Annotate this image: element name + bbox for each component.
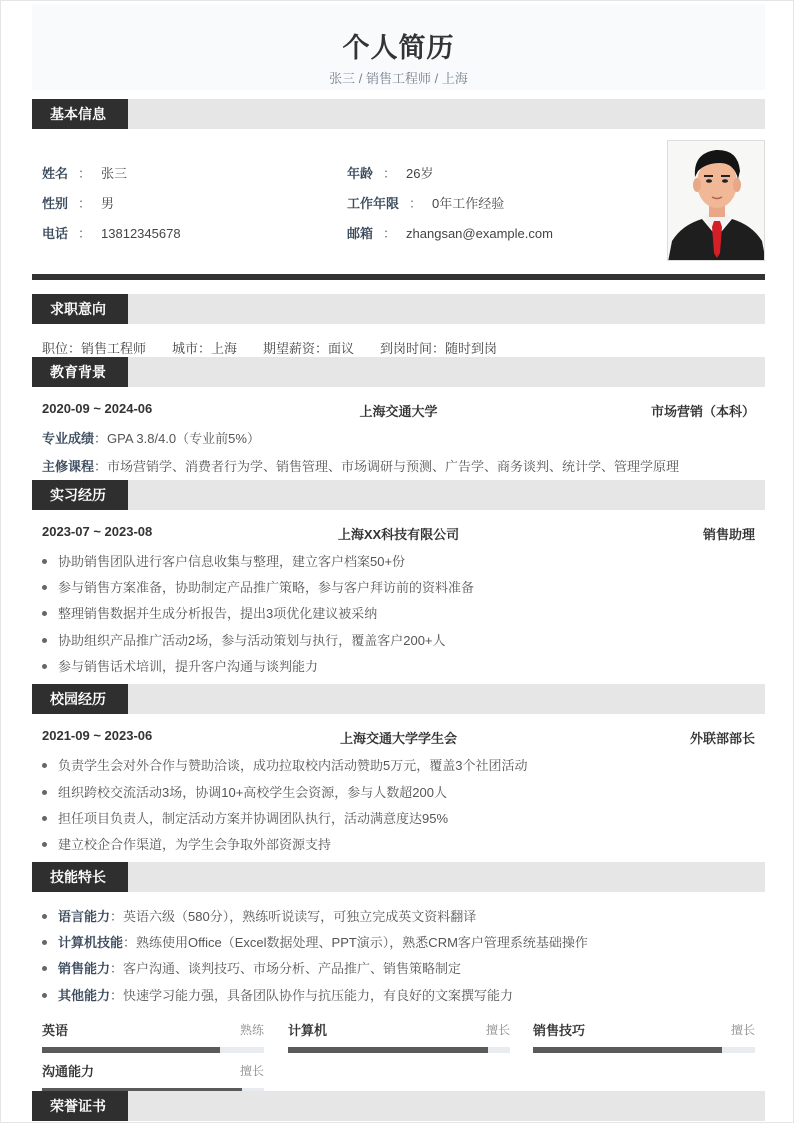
section-title: 荣誉证书	[32, 1091, 128, 1121]
education-school: 上海交通大学	[359, 404, 438, 419]
list-item: 组织跨校交流活动3场，协调10+高校学生会资源，参与人数超200人	[42, 782, 447, 801]
list-item: 参与销售话术培训，提升客户沟通与谈判能力	[42, 656, 318, 675]
campus-role: 外联部部长	[689, 731, 755, 746]
bullet-icon	[42, 914, 47, 919]
campus-entry-header	[42, 728, 755, 746]
skill-item: 语言能力：英语六级（580分），熟练听说读写，可独立完成英文资料翻译	[42, 906, 476, 925]
internship-period: 2023-07 ~ 2023-08	[42, 524, 153, 539]
list-item: 参与销售方案准备，协助制定产品推广策略，参与客户拜访前的资料准备	[42, 577, 474, 596]
age-value: 26岁	[406, 166, 434, 181]
section-basic-info	[32, 99, 765, 129]
list-item: 负责学生会对外合作与赞助洽谈，成功拉取校内活动赞助5万元，覆盖3个社团活动	[42, 755, 527, 774]
bullet-icon	[42, 993, 47, 998]
page-title: 个人简历	[342, 33, 455, 63]
intent-salary: 期望薪资：面议	[263, 341, 355, 356]
section-title: 基本信息	[32, 99, 128, 129]
section-campus	[32, 684, 765, 714]
internship-entry-header	[42, 524, 755, 542]
avatar-photo-icon	[668, 141, 765, 261]
info-gender: 性别 ： 男	[42, 196, 115, 211]
bullet-icon	[42, 842, 47, 847]
intent-position: 职位：销售工程师	[42, 341, 147, 356]
skill-fill	[42, 1047, 220, 1053]
skill-bar-sales: 销售技巧 擅长	[533, 1020, 755, 1056]
skill-fill	[533, 1047, 722, 1053]
section-title: 实习经历	[32, 480, 128, 510]
bullet-icon	[42, 559, 47, 564]
skill-track	[533, 1047, 755, 1053]
skill-bar-computer: 计算机 擅长	[288, 1020, 510, 1056]
bullet-icon	[42, 790, 47, 795]
internship-company: 上海XX科技有限公司	[337, 527, 460, 542]
campus-org: 上海交通大学学生会	[339, 731, 457, 746]
bullet-icon	[42, 664, 47, 669]
info-email: 邮箱 ： zhangsan@example.com	[347, 226, 553, 241]
education-period: 2020-09 ~ 2024-06	[42, 401, 153, 416]
bullet-icon	[42, 966, 47, 971]
section-internship	[32, 480, 765, 510]
education-major: 市场营销（本科）	[650, 404, 755, 419]
bullet-icon	[42, 638, 47, 643]
page-subtitle: 张三 / 销售工程师 / 上海	[329, 71, 468, 86]
gender-value: 男	[101, 196, 115, 211]
list-item: 协助销售团队进行客户信息收集与整理，建立客户档案50+份	[42, 551, 405, 570]
section-job-intent	[32, 294, 765, 324]
section-education	[32, 357, 765, 387]
section-title: 技能特长	[32, 862, 128, 892]
info-work-years: 工作年限 ： 0年工作经验	[347, 196, 505, 211]
intent-city: 城市：上海	[172, 341, 238, 356]
list-item: 建立校企合作渠道，为学生会争取外部资源支持	[42, 834, 331, 853]
bullet-icon	[42, 763, 47, 768]
list-item: 整理销售数据并生成分析报告，提出3项优化建议被采纳	[42, 603, 377, 622]
section-title: 求职意向	[32, 294, 128, 324]
skill-fill	[288, 1047, 488, 1053]
bullet-icon	[42, 816, 47, 821]
skill-item: 计算机技能：熟练使用Office（Excel数据处理、PPT演示），熟悉CRM客户管理系统基础操作	[42, 932, 588, 951]
resume-header	[32, 4, 765, 90]
education-courses: 主修课程：市场营销学、消费者行为学、销售管理、市场调研与预测、广告学、商务谈判、统计学、管理学原理	[42, 459, 680, 474]
campus-period: 2021-09 ~ 2023-06	[42, 728, 153, 743]
bullet-icon	[42, 940, 47, 945]
bullet-icon	[42, 585, 47, 590]
skill-item: 其他能力：快速学习能力强，具备团队协作与抗压能力，有良好的文案撰写能力	[42, 985, 513, 1004]
section-title: 教育背景	[32, 357, 128, 387]
education-entry-header	[42, 401, 755, 419]
job-intent-line	[42, 338, 523, 357]
skill-track	[42, 1047, 264, 1053]
info-age: 年龄 ： 26岁	[347, 166, 434, 181]
phone-value: 13812345678	[101, 226, 181, 241]
work-years-value: 0年工作经验	[432, 196, 505, 211]
education-gpa: 专业成绩：GPA 3.8/4.0（专业前5%）	[42, 431, 260, 446]
info-phone: 电话 ： 13812345678	[42, 226, 181, 241]
section-divider	[32, 274, 765, 280]
section-honors	[32, 1091, 765, 1121]
skill-bar-english: 英语 熟练	[42, 1020, 264, 1056]
avatar	[667, 140, 765, 261]
skill-bar-communication: 沟通能力 擅长	[42, 1061, 264, 1097]
bullet-icon	[42, 611, 47, 616]
intent-arrival: 到岗时间：随时到岗	[380, 341, 498, 356]
skill-item: 销售能力：客户沟通、谈判技巧、市场分析、产品推广、销售策略制定	[42, 958, 461, 977]
list-item: 协助组织产品推广活动2场，参与活动策划与执行，覆盖客户200+人	[42, 630, 446, 649]
email-value: zhangsan@example.com	[406, 226, 553, 241]
section-title: 校园经历	[32, 684, 128, 714]
skill-track	[288, 1047, 510, 1053]
section-skills	[32, 862, 765, 892]
internship-role: 销售助理	[702, 527, 755, 542]
list-item: 担任项目负责人，制定活动方案并协调团队执行，活动满意度达95%	[42, 808, 448, 827]
info-name: 姓名 ： 张三	[42, 166, 128, 181]
name-value: 张三	[101, 166, 128, 181]
